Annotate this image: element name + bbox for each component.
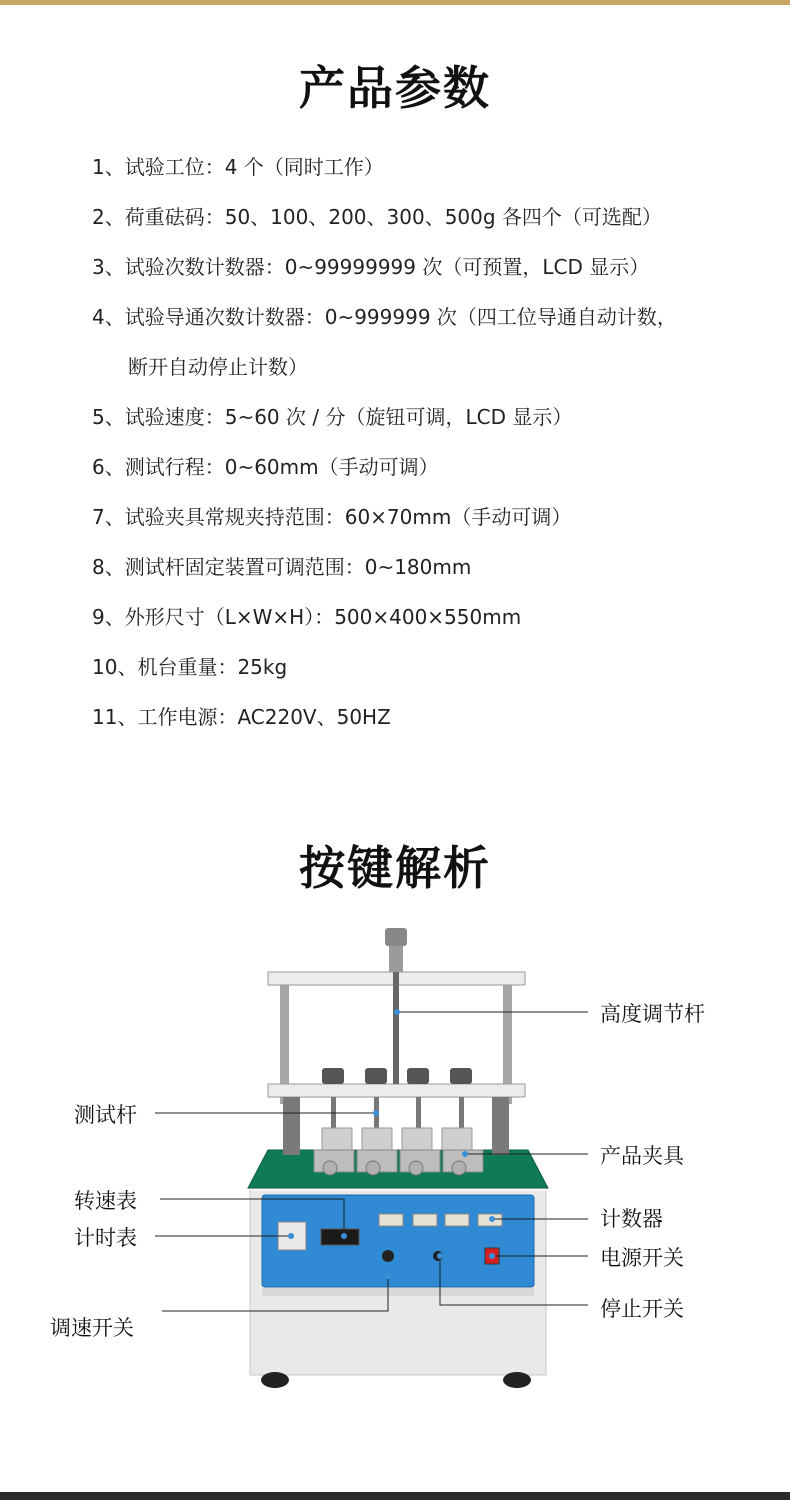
callout-fixture: 产品夹具 — [600, 1144, 684, 1168]
callout-power-switch: 电源开关 — [600, 1246, 684, 1270]
keys-heading: 按键解析 — [299, 841, 491, 895]
param-item-5: 5、试验速度：5~60 次 / 分（旋钮可调，LCD 显示） — [92, 405, 573, 429]
callout-speed-switch: 调速开关 — [50, 1316, 134, 1340]
param-item-10: 10、机台重量：25kg — [92, 655, 288, 679]
callout-height-rod: 高度调节杆 — [600, 1002, 705, 1026]
callout-timer: 计时表 — [74, 1226, 137, 1250]
machine-frame — [268, 928, 525, 1155]
param-item-6: 6、测试行程：0~60mm（手动可调） — [92, 455, 439, 479]
param-item-7: 7、试验夹具常规夹持范围：60×70mm（手动可调） — [92, 505, 572, 529]
callout-tachometer: 转速表 — [74, 1189, 137, 1213]
param-item-4: 4、试验导通次数计数器：0~999999 次（四工位导通自动计数， — [92, 305, 677, 329]
param-item-4-continued: 断开自动停止计数） — [128, 355, 308, 379]
param-item-8: 8、测试杆固定装置可调范围：0~180mm — [92, 555, 472, 579]
callout-stop-switch: 停止开关 — [600, 1297, 684, 1321]
param-item-11: 11、工作电源：AC220V、50HZ — [92, 705, 391, 729]
param-item-1: 1、试验工位：4 个（同时工作） — [92, 155, 384, 179]
bottom-bar — [0, 1492, 790, 1500]
callout-test-rod: 测试杆 — [74, 1103, 137, 1127]
top-accent-bar — [0, 0, 790, 5]
param-item-2: 2、荷重砝码：50、100、200、300、500g 各四个（可选配） — [92, 205, 662, 229]
params-heading: 产品参数 — [299, 61, 491, 115]
param-item-3: 3、试验次数计数器：0~99999999 次（可预置，LCD 显示） — [92, 255, 650, 279]
callout-counter: 计数器 — [600, 1207, 663, 1231]
param-item-9: 9、外形尺寸（L×W×H）：500×400×550mm — [92, 605, 522, 629]
machine-body — [248, 1150, 548, 1388]
